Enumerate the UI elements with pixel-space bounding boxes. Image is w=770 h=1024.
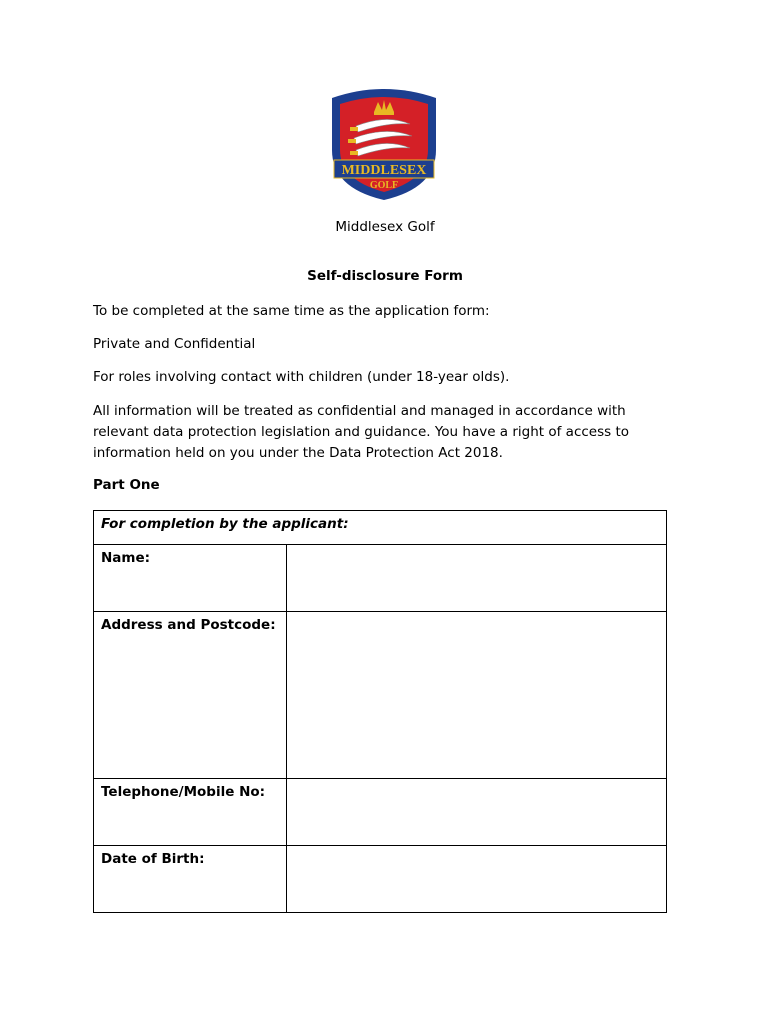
part-one-heading: Part One	[93, 477, 160, 493]
table-row-dob	[94, 846, 667, 913]
table-row-address	[94, 612, 667, 779]
org-name: Middlesex Golf	[335, 219, 435, 235]
table-header-row	[94, 511, 667, 545]
applicant-details-table	[93, 510, 667, 913]
logo-text-golf: GOLF	[369, 180, 399, 191]
name-label: Name:	[94, 545, 287, 612]
intro-roles-note: For roles involving contact with children (under 18-year olds).	[93, 369, 510, 385]
date-of-birth-field[interactable]	[287, 846, 667, 913]
address-postcode-label: Address and Postcode:	[94, 612, 287, 779]
telephone-field[interactable]	[287, 779, 667, 846]
address-postcode-field[interactable]	[287, 612, 667, 779]
table-header-cell: For completion by the applicant:	[94, 511, 667, 545]
date-of-birth-label: Date of Birth:	[94, 846, 287, 913]
form-title: Self-disclosure Form	[307, 268, 463, 284]
table-row-name	[94, 545, 667, 612]
middlesex-golf-crest-logo	[330, 88, 438, 200]
logo-text-middlesex: MIDDLESEX	[341, 163, 427, 178]
intro-completion-note: To be completed at the same time as the application form:	[93, 303, 490, 319]
intro-confidential-note: Private and Confidential	[93, 336, 256, 352]
telephone-label: Telephone/Mobile No:	[94, 779, 287, 846]
intro-data-protection-note: All information will be treated as confidential and managed in accordance with relevant data protection legislation and guidance. You have a right of access to information held on you under the Data Protection Act 2018.	[93, 403, 630, 461]
name-field[interactable]	[287, 545, 667, 612]
table-row-telephone	[94, 779, 667, 846]
